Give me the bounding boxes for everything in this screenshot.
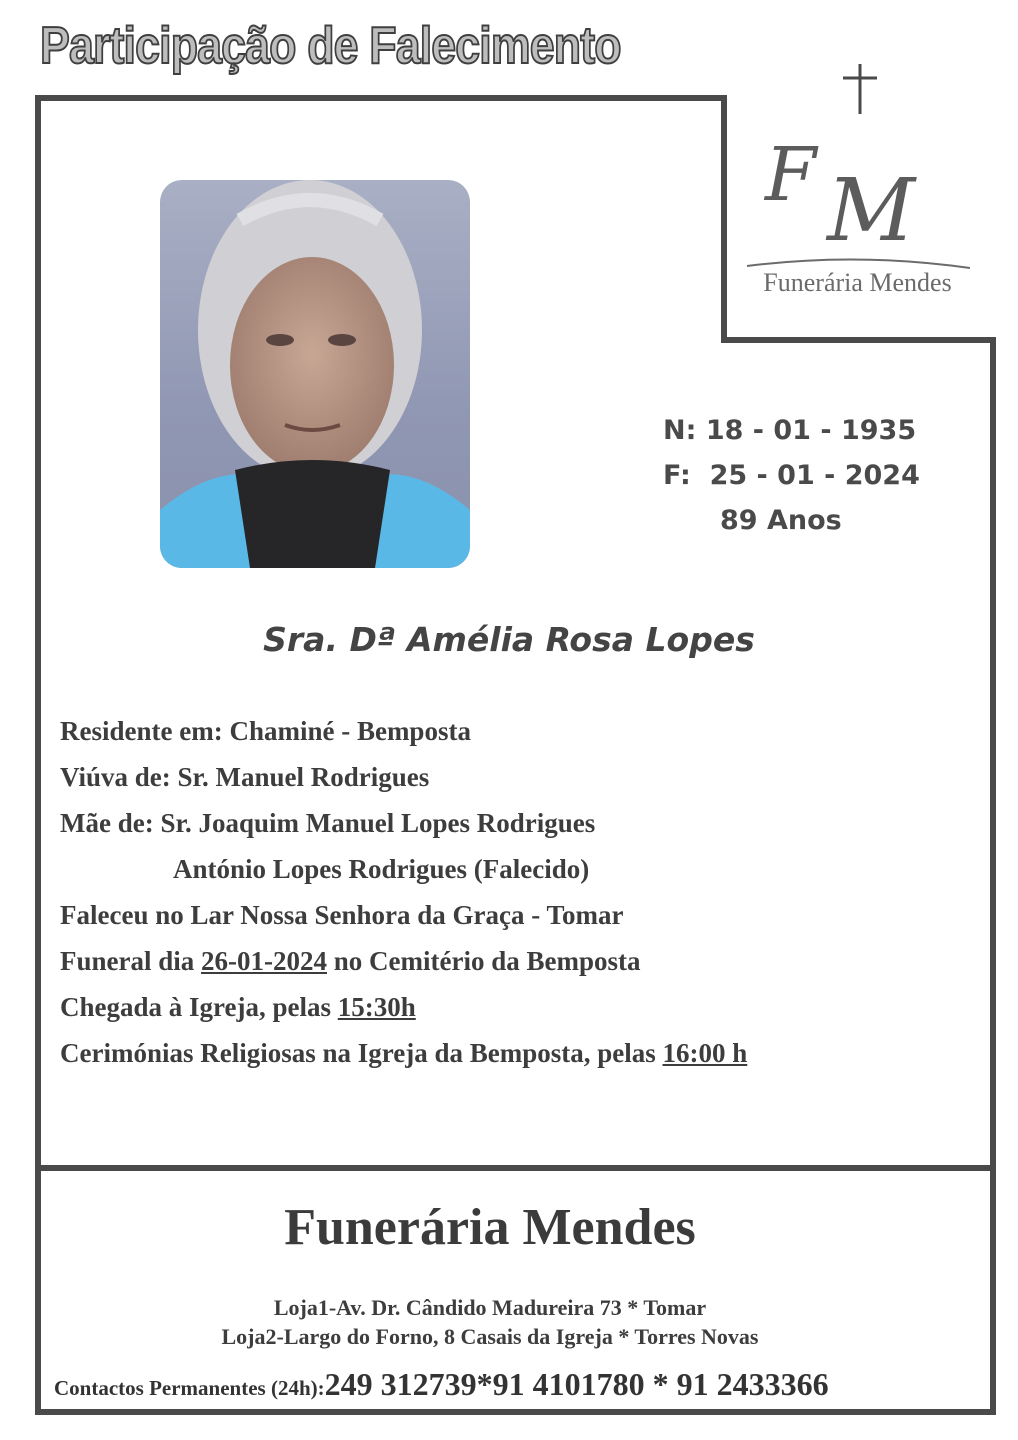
birth-date: N: 18 - 01 - 1935 — [663, 415, 917, 446]
store-address-1: Loja1-Av. Dr. Cândido Madureira 73 * Tomar — [273, 1295, 707, 1320]
residence-line: Residente em: Chaminé - Bemposta — [60, 716, 471, 746]
funeraria-mendes-logo — [745, 62, 970, 302]
death-place-line: Faleceu no Lar Nossa Senhora da Graça - Tomar — [60, 900, 624, 930]
logo-name: Funerária Mendes — [763, 268, 952, 297]
widow-line: Viúva de: Sr. Manuel Rodrigues — [60, 762, 430, 792]
store-address-2: Loja2-Largo do Forno, 8 Casais da Igreja * Torres Novas — [221, 1324, 759, 1349]
mother-line: Mãe de: Sr. Joaquim Manuel Lopes Rodrigues — [60, 808, 596, 838]
age: 89 Anos — [720, 505, 842, 536]
child-line: António Lopes Rodrigues (Falecido) — [173, 854, 590, 884]
logo-monogram-f: F — [765, 132, 817, 218]
arrival-line: Chegada à Igreja, pelas 15:30h — [60, 992, 416, 1022]
funeral-line: Funeral dia 26-01-2024 no Cemitério da Bemposta — [60, 946, 641, 976]
latin-cross-icon — [843, 64, 877, 114]
deceased-name: Sra. Dª Amélia Rosa Lopes — [263, 620, 755, 659]
logo-monogram-m: M — [827, 161, 916, 261]
footer-company-name: Funerária Mendes — [284, 1199, 696, 1256]
ceremony-line: Cerimónias Religiosas na Igreja da Bemposta, pelas 16:00 h — [60, 1038, 748, 1068]
contacts-line: Contactos Permanentes (24h):249 312739*91 4101780 * 91 2433366 — [54, 1366, 829, 1402]
death-date: F: 25 - 01 - 2024 — [663, 460, 920, 491]
deceased-photo — [160, 180, 470, 568]
page-title: Participação de Falecimento — [40, 17, 621, 75]
